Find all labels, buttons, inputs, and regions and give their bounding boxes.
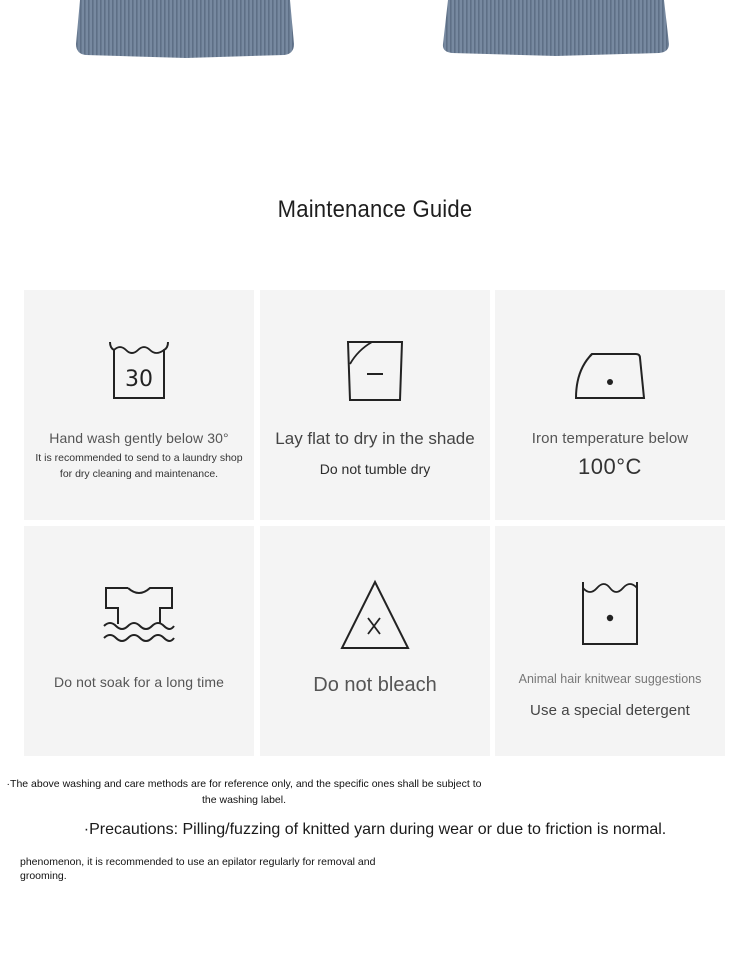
care-card-no-bleach xyxy=(260,526,490,756)
disclaimer-note: ·The above washing and care methods are for reference only, and the specific ones shall be subject to the washing label. xyxy=(6,778,482,806)
care-card-label: Lay flat to dry in the shade xyxy=(275,429,475,448)
grooming-note: phenomenon, it is recommended to use an epilator regularly for removal and grooming. xyxy=(20,856,376,882)
denim-garment-hem-left xyxy=(72,0,298,58)
product-image-right xyxy=(438,0,674,58)
care-card-label: Do not soak for a long time xyxy=(53,674,224,690)
care-card-iron xyxy=(495,290,725,520)
product-image-left xyxy=(72,0,298,58)
care-card-no-soak xyxy=(24,526,254,756)
care-card-sublabel: It is recommended to send to a laundry shop for dry cleaning and maintenance. xyxy=(35,452,243,480)
hand-wash-30-icon xyxy=(108,338,170,404)
page-title: Maintenance Guide xyxy=(277,196,473,223)
do-not-soak-icon xyxy=(102,584,176,650)
iron-low-temp-icon xyxy=(574,350,646,402)
svg-text:30: 30 xyxy=(125,367,153,392)
care-card-hand-wash xyxy=(24,290,254,520)
care-card-temperature: 100°C xyxy=(578,454,642,479)
care-card-detergent xyxy=(495,526,725,756)
care-card-sublabel: Use a special detergent xyxy=(530,702,690,719)
dry-flat-shade-icon xyxy=(346,340,404,402)
care-card-dry-flat xyxy=(260,290,490,520)
special-detergent-icon xyxy=(579,580,641,646)
care-card-label: Do not bleach xyxy=(313,674,437,696)
precautions-note: ·Precautions: Pilling/fuzzing of knitted yarn during wear or due to friction is normal. xyxy=(83,821,667,838)
care-card-label: Hand wash gently below 30° xyxy=(49,430,229,446)
do-not-bleach-icon xyxy=(338,578,412,652)
care-card-label: Iron temperature below xyxy=(531,430,689,447)
care-card-sublabel: Do not tumble dry xyxy=(319,461,431,477)
care-card-label: Animal hair knitwear suggestions xyxy=(518,672,702,686)
denim-garment-hem-right xyxy=(438,0,674,58)
